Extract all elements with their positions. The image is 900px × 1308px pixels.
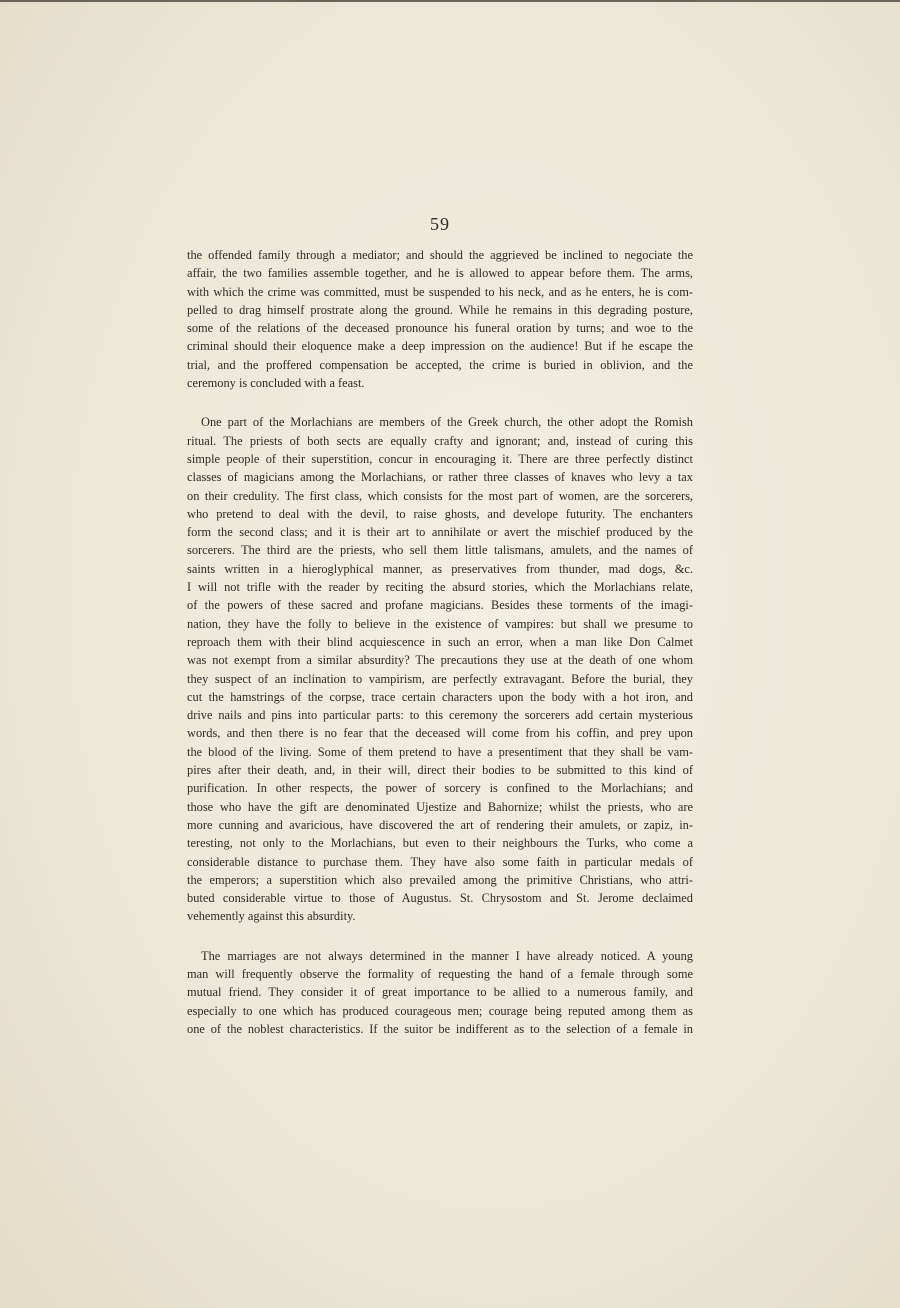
text-line: of the powers of these sacred and profane magicians. Besides these torments of the imagi- bbox=[187, 598, 693, 613]
text-line: one of the noblest characteristics. If the suitor be indifferent as to the selection of a female in bbox=[187, 1021, 693, 1036]
text-line: with which the crime was committed, must be suspended to his neck, and as he enters, he is com- bbox=[187, 284, 693, 299]
paragraph-gap bbox=[187, 392, 693, 413]
text-line: some of the relations of the deceased pronounce his funeral oration by turns; and woe to the bbox=[187, 321, 693, 336]
text-line: saints written in a hieroglyphical manner, as preservatives from thunder, mad dogs, &c. bbox=[187, 561, 693, 576]
text-line: mutual friend. They consider it of great importance to be allied to a numerous family, and bbox=[187, 985, 693, 1000]
text-line: simple people of their superstition, concur in encouraging it. There are three perfectly distinct bbox=[187, 451, 693, 466]
text-line: pelled to drag himself prostrate along the ground. While he remains in this degrading posture, bbox=[187, 302, 693, 317]
text-line: cut the hamstrings of the corpse, trace certain characters upon the body with a hot iron, and bbox=[187, 689, 693, 704]
text-line: on their credulity. The first class, which consists for the most part of women, are the sorcerers, bbox=[187, 488, 693, 503]
text-line: criminal should their eloquence make a deep impression on the audience! But if he escape the bbox=[187, 339, 693, 354]
text-line: the offended family through a mediator; and should the aggrieved be inclined to negociate the bbox=[187, 248, 693, 262]
text-line: trial, and the proffered compensation be accepted, the crime is buried in oblivion, and the bbox=[187, 357, 693, 372]
text-line: words, and then there is no fear that the deceased will come from his coffin, and prey upon bbox=[187, 726, 693, 741]
text-line: especially to one which has produced courageous men; courage being reputed among them as bbox=[187, 1003, 693, 1018]
text-line: nation, they have the folly to believe in the existence of vampires: but shall we presume to bbox=[187, 616, 693, 631]
page-number: 59 bbox=[430, 214, 450, 234]
text-line: The marriages are not always determined in the manner I have already noticed. A young bbox=[201, 948, 693, 963]
text-line: buted considerable virtue to those of Augustus. St. Chrysostom and St. Jerome declaimed bbox=[187, 891, 693, 906]
text-line: drive nails and pins into particular parts: to this ceremony the sorcerers add certain mysterious bbox=[187, 708, 693, 723]
text-line: classes of magicians among the Morlachians, or rather three classes of knaves who levy a tax bbox=[187, 470, 693, 485]
text-line: considerable distance to purchase them. They have also some faith in particular medals of bbox=[187, 854, 693, 869]
text-line: ceremony is concluded with a feast. bbox=[187, 376, 365, 391]
text-line: sorcerers. The third are the priests, who sell them little talismans, amulets, and the names of bbox=[187, 543, 693, 558]
paragraph-3 bbox=[187, 947, 693, 1038]
text-line: man will frequently observe the formality of requesting the hand of a female through some bbox=[187, 966, 693, 981]
text-line: form the second class; and it is their art to annihilate or avert the mischief produced by the bbox=[187, 525, 693, 540]
body-text bbox=[187, 246, 693, 1038]
text-line: they suspect of an inclination to vampirism, are perfectly extravagant. Before the burial, they bbox=[187, 671, 693, 686]
page-top-edge bbox=[0, 0, 900, 2]
paragraph-1 bbox=[187, 246, 693, 392]
text-line: One part of the Morlachians are members of the Greek church, the other adopt the Romish bbox=[201, 415, 693, 430]
text-line: affair, the two families assemble together, and he is allowed to appear before them. The arms, bbox=[187, 266, 693, 281]
text-line: vehemently against this absurdity. bbox=[187, 909, 356, 924]
text-line: those who have the gift are denominated Ujestize and Bahornize; whilst the priests, who are bbox=[187, 799, 693, 814]
text-line: purification. In other respects, the power of sorcery is confined to the Morlachians; and bbox=[187, 781, 693, 796]
paragraph-gap bbox=[187, 926, 693, 947]
text-line: the emperors; a superstition which also prevailed among the primitive Christians, who attri- bbox=[187, 872, 693, 887]
text-line: reproach them with their blind acquiescence in such an error, when a man like Don Calmet bbox=[187, 634, 693, 649]
text-line: teresting, not only to the Morlachians, but even to their neighbours the Turks, who come a bbox=[187, 836, 693, 851]
text-line: was not exempt from a similar absurdity? The precautions they use at the death of one whom bbox=[187, 653, 693, 668]
text-line: the blood of the living. Some of them pretend to have a presentiment that they shall be vam- bbox=[187, 744, 693, 759]
text-line: ritual. The priests of both sects are equally crafty and ignorant; and, instead of curing this bbox=[187, 433, 693, 448]
text-line: I will not trifle with the reader by reciting the absurd stories, which the Morlachians relate, bbox=[187, 580, 693, 595]
paragraph-2 bbox=[187, 413, 693, 925]
text-line: who pretend to deal with the devil, to raise ghosts, and develope futurity. The enchanters bbox=[187, 506, 693, 521]
text-line: pires after their death, and, in their will, direct their bodies to be submitted to this kind of bbox=[187, 763, 693, 778]
text-line: more cunning and avaricious, have discovered the art of rendering their amulets, or zapiz, in- bbox=[187, 817, 693, 832]
